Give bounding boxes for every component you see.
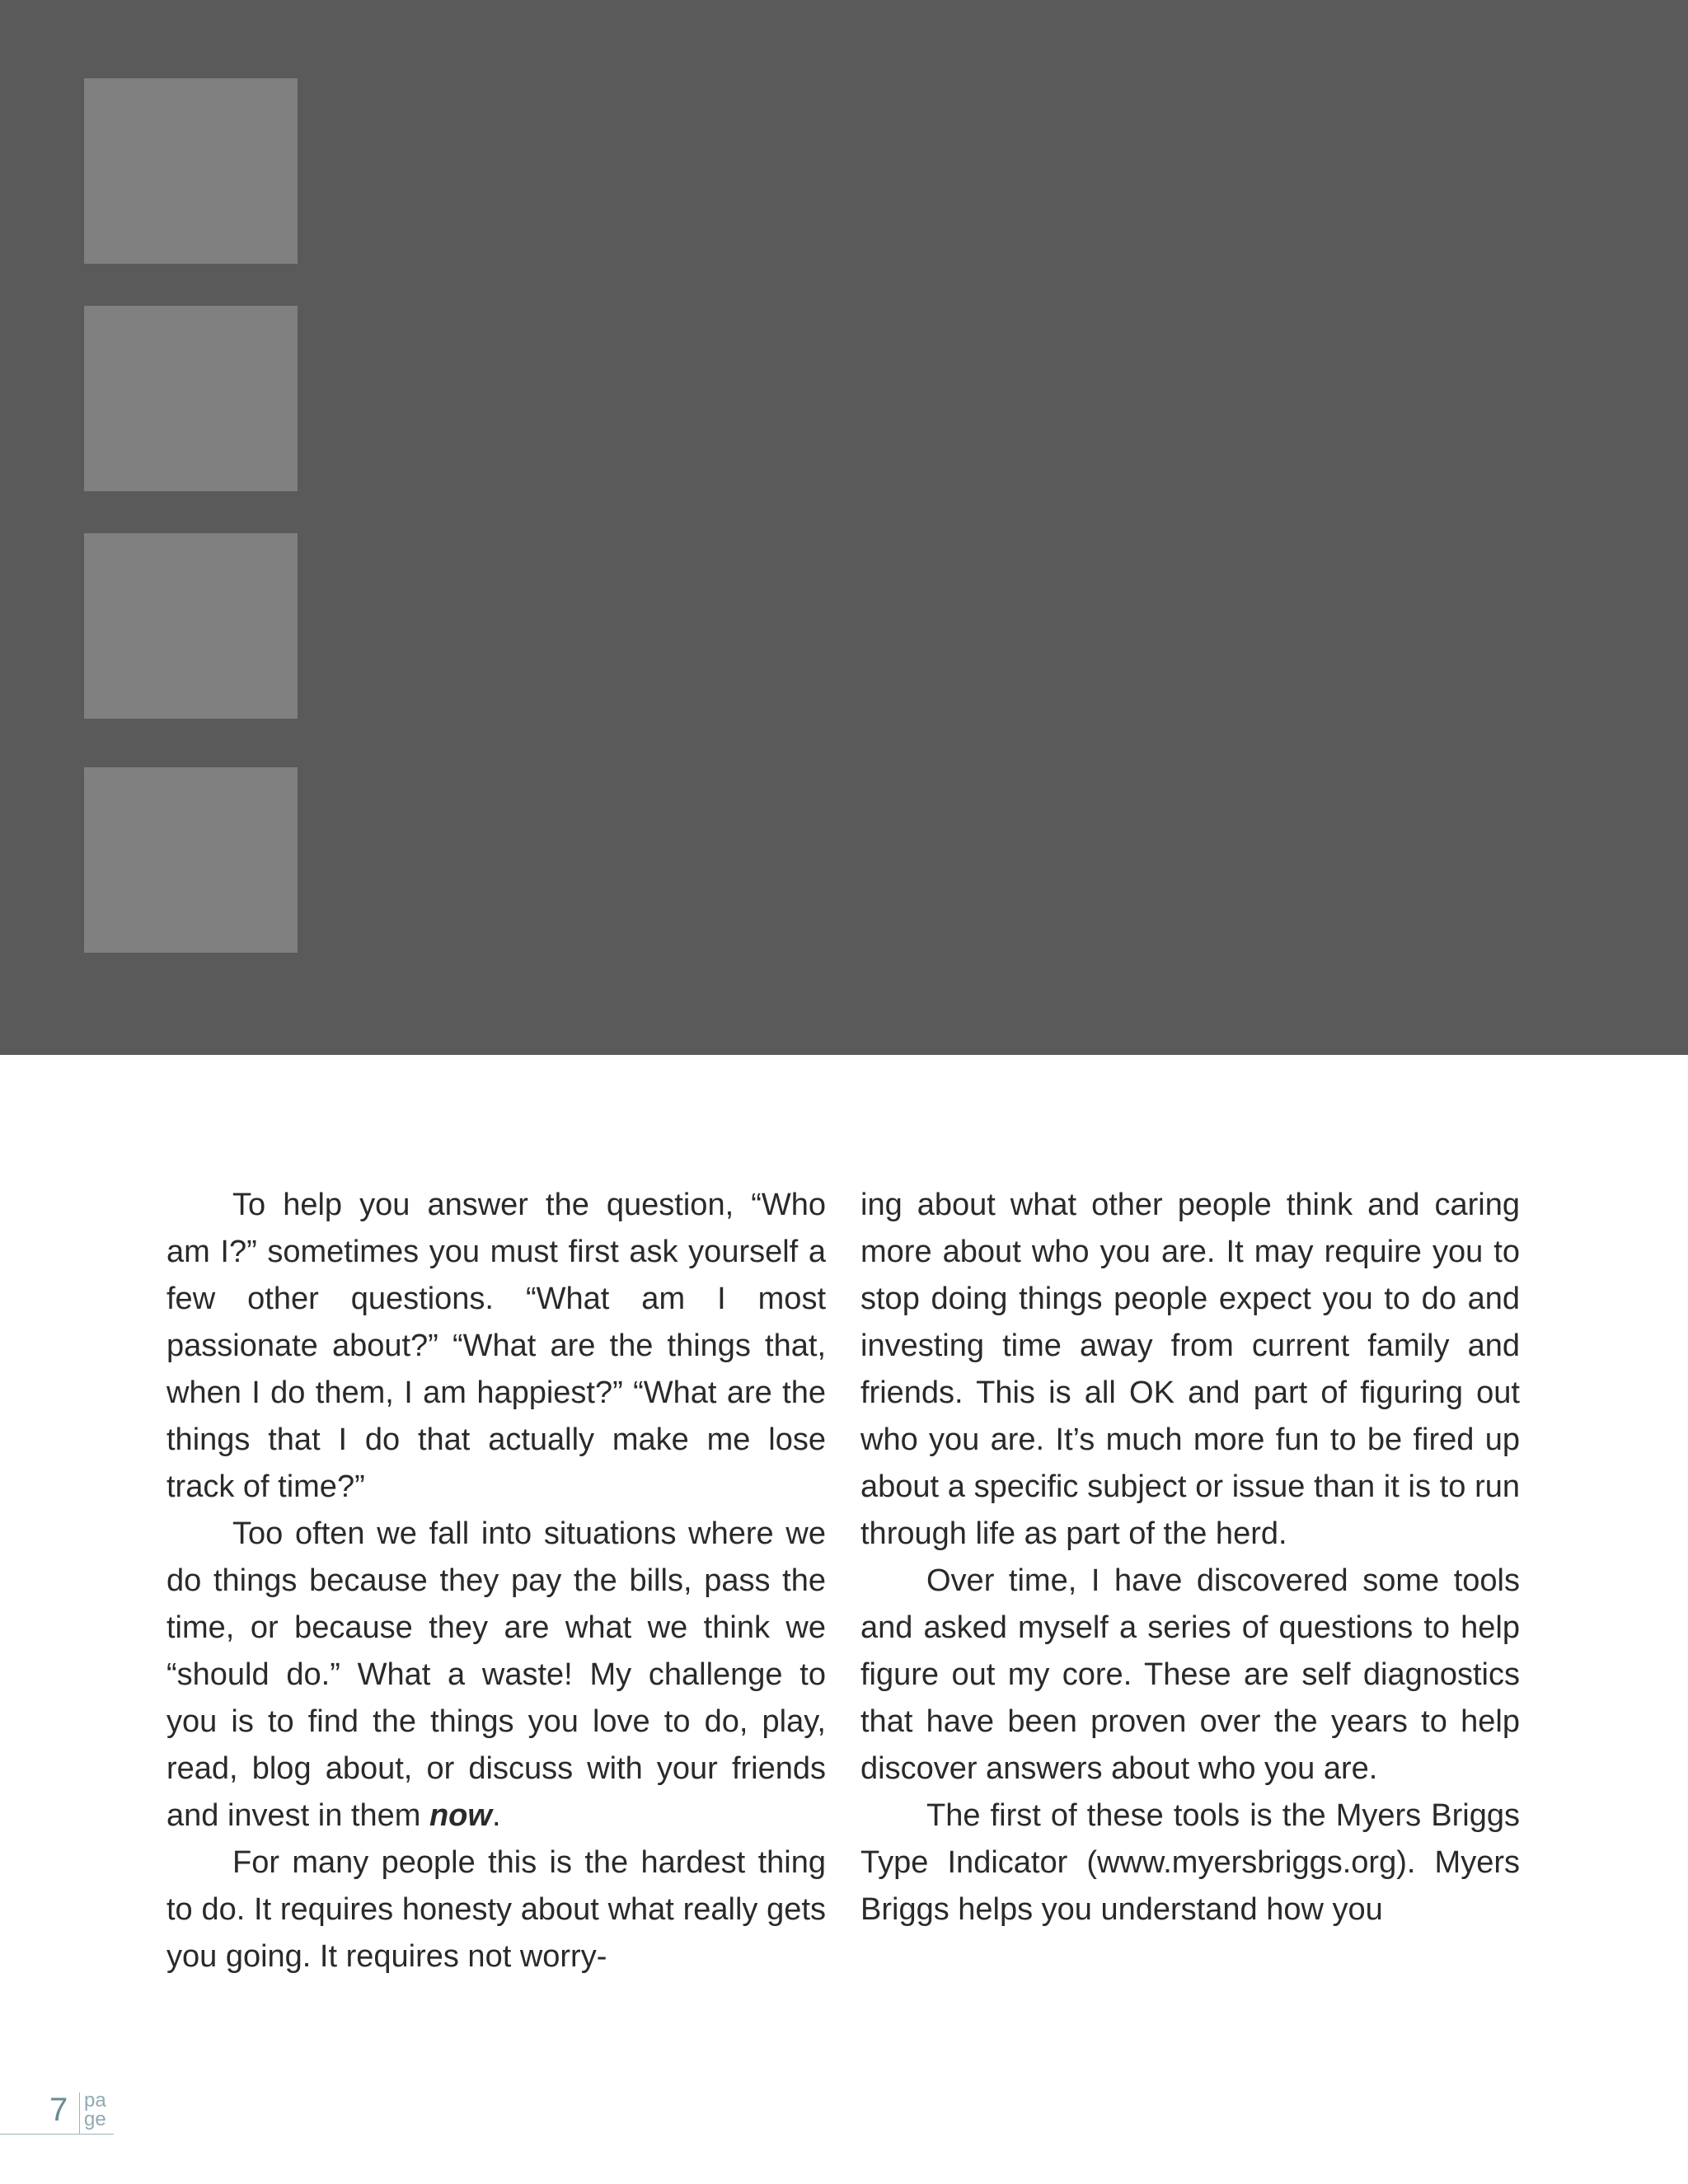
page-word-bottom: ge	[84, 2108, 106, 2130]
paragraph-2	[166, 1511, 826, 1840]
paragraph-2-end: .	[491, 1798, 501, 1833]
paragraph-3: For many people this is the hardest thing to do. It requires honesty about what really gets you going. It requires not worry-	[166, 1845, 826, 1974]
page-number: 7	[49, 2092, 68, 2128]
paragraph-3-continued: ing about what other people think and caring more about who you are. It may require you to stop doing things people expect you to do and investing time away from current family and friends. This is all OK and part of figuring out who you are. It’s much more fun to be fired up about a specific subject or issue than it is to run through life as part of the herd.	[860, 1188, 1520, 1551]
thumbnail-image-4	[84, 767, 298, 953]
paragraph-2-text: Too often we fall into situations where we do things because they pay the bills, pass the time, or because they are what we think we “should do.” What a waste! My challenge to you is to find the things you love to do, play, read, blog about, or discuss with your friends and invest in them	[166, 1516, 826, 1833]
folio-divider	[79, 2093, 80, 2134]
thumbnail-image-3	[84, 533, 298, 719]
paragraph-5: The first of these tools is the Myers Briggs Type Indicator (www.myersbriggs.org). Myers Briggs helps you understand how you	[860, 1798, 1520, 1927]
page-word	[84, 2091, 117, 2129]
paragraph-1: To help you answer the question, “Who am I?” sometimes you must first ask yourself a few other questions. “What am I most passionate about?” “What are the things that, when I do them, I am happiest?” “What are the things that I do that actually make me lose track of time?”	[166, 1188, 826, 1504]
thumbnail-image-2	[84, 306, 298, 491]
page-word-top: pa	[84, 2089, 106, 2111]
thumbnail-image-1	[84, 78, 298, 264]
folio-underline	[0, 2134, 114, 2135]
page-folio	[0, 2089, 132, 2139]
body-column-left	[166, 1182, 826, 1980]
paragraph-4: Over time, I have discovered some tools and asked myself a series of questions to help figure out my core. These are self diagnostics that have been proven over the years to help discover answers about who you are.	[860, 1563, 1520, 1786]
emphasis-now: now	[429, 1798, 492, 1833]
body-column-right	[860, 1182, 1520, 1933]
